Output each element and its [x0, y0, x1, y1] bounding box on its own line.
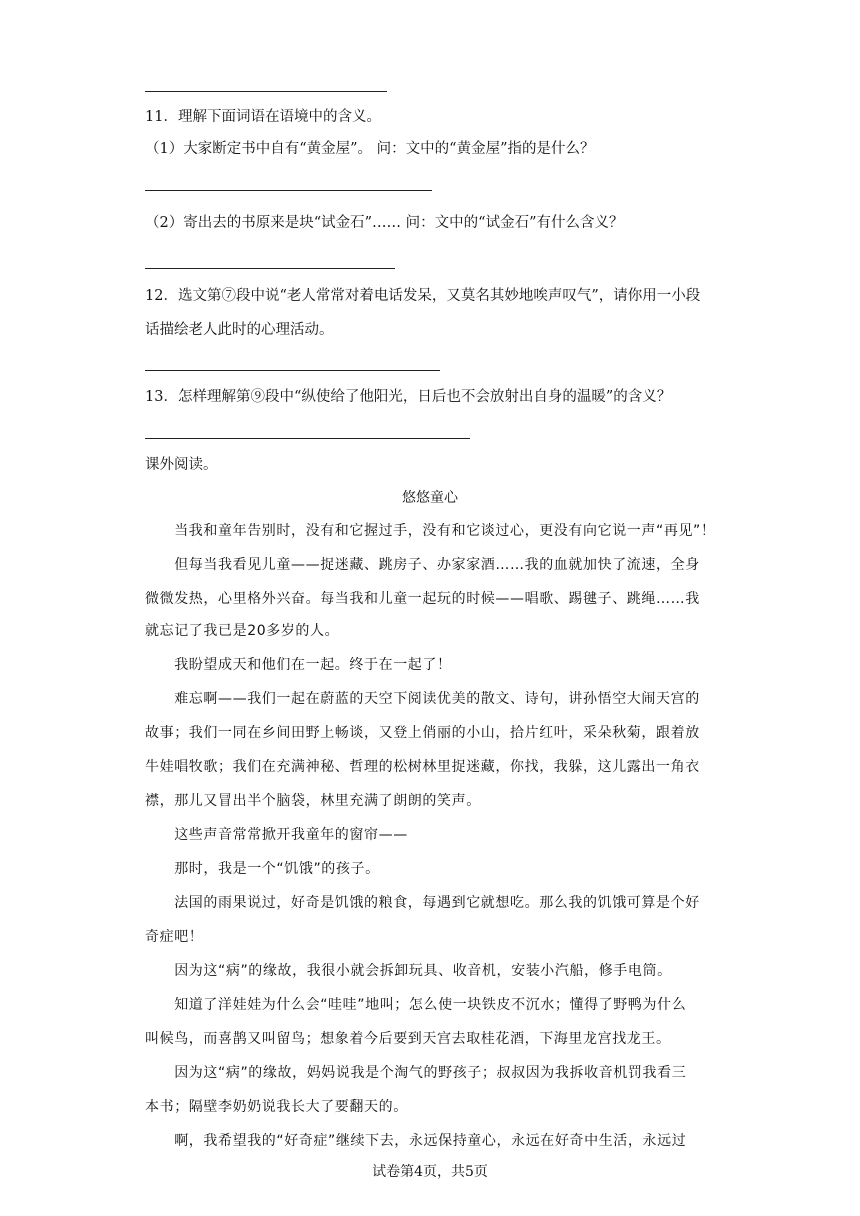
article-line: 知道了洋娃娃为什么会“哇哇”地叫；怎么使一块铁皮不沉水；懂得了野鸭为什么 [145, 997, 687, 1013]
page-footer: 试卷第4页，共5页 [372, 1164, 488, 1180]
article-line: 我盼望成天和他们在一起。终于在一起了！ [145, 657, 452, 673]
article-line: 因为这“病”的缘故，我很小就会拆卸玩具、收音机，安装小汽船，修手电筒。 [145, 963, 672, 979]
article-line: 微微发热，心里格外兴奋。每当我和儿童一起玩的时候——唱歌、踢毽子、跳绳……我 [145, 591, 700, 607]
article-line: 但每当我看见儿童——捉迷藏、跳房子、办家家酒……我的血就加快了流速，全身 [145, 557, 700, 573]
article-line: 那时，我是一个“饥饿”的孩子。 [145, 861, 380, 877]
article-line: 叫候鸟，而喜鹊又叫留鸟；想象着今后要到天宫去取桂花酒，下海里龙宫找龙王。 [145, 1031, 671, 1047]
answer-line[interactable] [145, 91, 387, 92]
article-line: 因为这“病”的缘故，妈妈说我是个淘气的野孩子；叔叔因为我拆收音机罚我看三 [145, 1065, 687, 1081]
article-line: 故事；我们一同在乡间田野上畅谈，又登上俏丽的小山，拾片红叶，采朵秋菊，跟着放 [145, 725, 700, 741]
article-title: 悠悠童心 [402, 490, 458, 506]
question-12-line-2: 话描绘老人此时的心理活动。 [145, 322, 334, 338]
question-11-part-2: （2）寄出去的书原来是块“试金石”…… 问：文中的“试金石”有什么含义？ [145, 215, 624, 231]
article-line: 法国的雨果说过，好奇是饥饿的粮食，每遇到它就想吃。那么我的饥饿可算是个好 [145, 895, 700, 911]
article-line: 就忘记了我已是20多岁的人。 [145, 623, 340, 639]
article-line: 啊，我希望我的“好奇症”继续下去，永远保持童心，永远在好奇中生活，永远过 [145, 1133, 687, 1149]
answer-line-11-2[interactable] [145, 268, 395, 269]
answer-line-12[interactable] [145, 370, 440, 371]
section-heading-extra-reading: 课外阅读。 [145, 457, 218, 473]
article-line: 牛娃唱牧歌；我们在充满神秘、哲理的松树林里捉迷藏，你找，我躲，这儿露出一角衣 [145, 759, 700, 775]
article-line: 当我和童年告别时，没有和它握过手，没有和它谈过心，更没有向它说一声“再见”！ [145, 523, 716, 539]
question-12-line-1: 12．选文第⑦段中说“老人常常对着电话发呆，又莫名其妙地唉声叹气”，请你用一小段 [145, 288, 701, 304]
article-line: 奇症吧！ [145, 929, 204, 945]
question-11-part-1: （1）大家断定书中自有“黄金屋”。 问：文中的“黄金屋”指的是什么？ [145, 141, 595, 157]
answer-line-11-1[interactable] [145, 190, 432, 191]
article-line: 本书；隔壁李奶奶说我长大了要翻天的。 [145, 1099, 408, 1115]
article-line: 这些声音常常掀开我童年的窗帘—— [145, 827, 408, 843]
article-line: 襟，那儿又冒出半个脑袋，林里充满了朗朗的笑声。 [145, 793, 481, 809]
article-line: 难忘啊——我们一起在蔚蓝的天空下阅读优美的散文、诗句，讲孙悟空大闹天宫的 [145, 691, 700, 707]
answer-line-13[interactable] [145, 438, 470, 439]
question-13: 13．怎样理解第⑨段中“纵使给了他阳光，日后也不会放射出自身的温暖”的含义？ [145, 389, 672, 405]
question-11-title: 11．理解下面词语在语境中的含义。 [145, 109, 381, 125]
